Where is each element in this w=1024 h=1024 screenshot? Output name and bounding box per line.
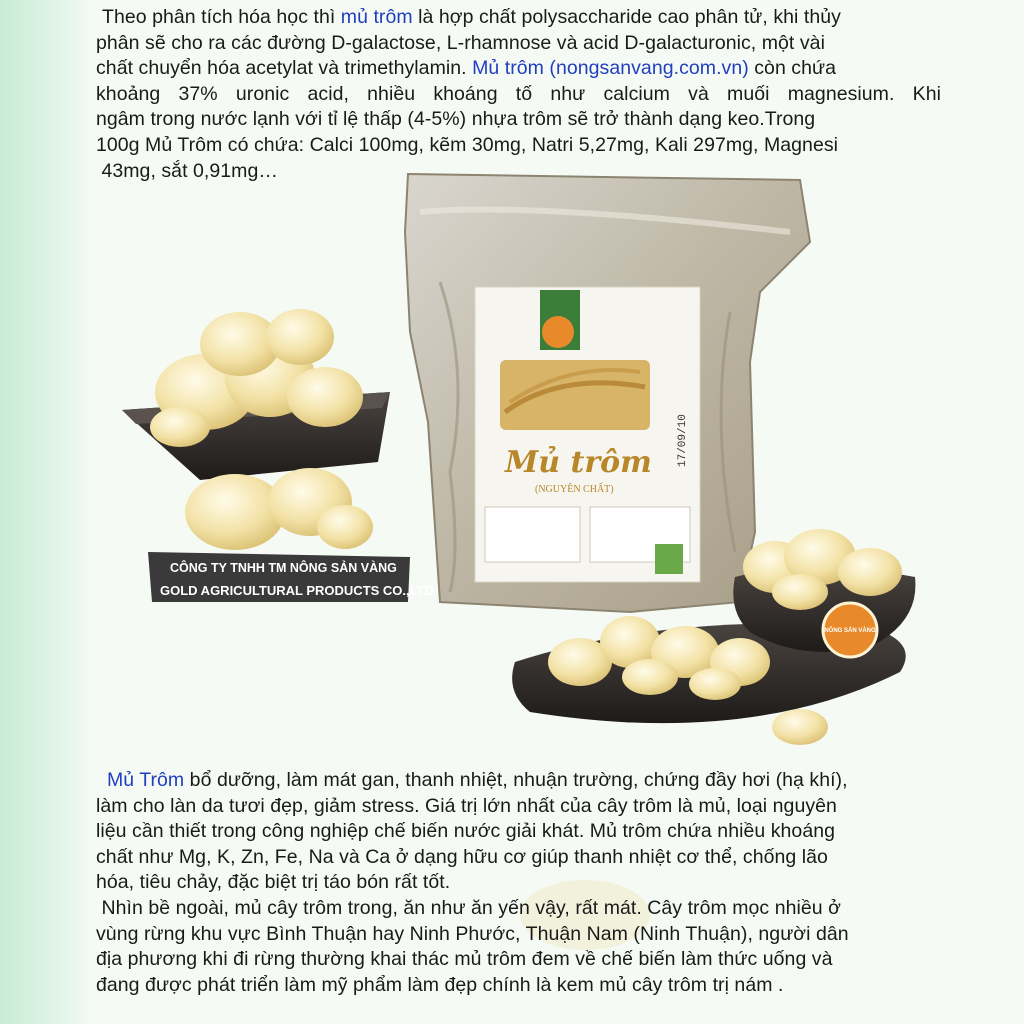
- bag-date: 17/09/10: [677, 414, 689, 467]
- text-line: Nhìn bề ngoài, mủ cây trôm trong, ăn như ăn yến vậy, rất mát. Cây trôm mọc nhiều ở: [96, 896, 841, 919]
- text-line: 43mg, sắt 0,91mg…: [96, 159, 278, 182]
- text-line: đang được phát triển làm mỹ phẩm làm đẹp chính là kem mủ cây trôm trị nám .: [96, 973, 784, 996]
- intro-paragraph: [96, 5, 941, 184]
- brand-badge-text: NÔNG SẢN VÀNG: [824, 628, 876, 634]
- text-line: chất như Mg, K, Zn, Fe, Na và Ca ở dạng hữu cơ giúp thanh nhiệt cơ thể, chống lão: [96, 845, 828, 868]
- benefits-paragraph: [96, 768, 941, 998]
- text-line: làm cho làn da tươi đẹp, giảm stress. Giá trị lớn nhất của cây trôm là mủ, loại nguyên: [96, 794, 837, 817]
- text-line: phân sẽ cho ra các đường D-galactose, L-rhamnose và acid D-galacturonic, một vài: [96, 31, 825, 54]
- bag-label-subtitle: (NGUYÊN CHẤT): [535, 484, 614, 495]
- company-banner: [148, 552, 434, 602]
- product-photo-art: [110, 172, 940, 762]
- text-line: khoảng 37% uronic acid, nhiều khoáng tố như calcium và muối magnesium. Khi: [96, 82, 941, 105]
- text-line: 100g Mủ Trôm có chứa: Calci 100mg, kẽm 30mg, Natri 5,27mg, Kali 297mg, Magnesi: [96, 133, 839, 156]
- text-line: liệu cần thiết trong công nghiệp chế biến nước giải khát. Mủ trôm chứa nhiều khoáng: [96, 820, 835, 843]
- bag-label-title: Mủ trôm: [505, 445, 652, 480]
- company-name-en: GOLD AGRICULTURAL PRODUCTS CO.,LTD: [160, 583, 434, 598]
- company-name-vi: CÔNG TY TNHH TM NÔNG SẢN VÀNG: [170, 561, 397, 575]
- text-line: hóa, tiêu chảy, đặc biệt trị táo bón rất tốt.: [96, 871, 451, 894]
- mu-trom-link[interactable]: mủ trôm: [340, 6, 413, 28]
- text-line: ngâm trong nước lạnh với tỉ lệ thấp (4-5%) nhựa trôm sẽ trở thành dạng keo.Trong: [96, 108, 816, 131]
- mu-trom-link[interactable]: Mủ Trôm: [106, 769, 185, 791]
- text-line: Theo phân tích hóa học thì mủ trôm là hợp chất polysaccharide cao phân tử, khi thủy: [102, 6, 841, 28]
- text-line: vùng rừng khu vực Bình Thuận hay Ninh Phước, Thuận Nam (Ninh Thuận), người dân: [96, 922, 849, 945]
- nongsanvang-link[interactable]: Mủ trôm (nongsanvang.com.vn): [472, 57, 749, 80]
- text-line: chất chuyển hóa acetylat và trimethylamin. Mủ trôm (nongsanvang.com.vn) còn chứa: [96, 57, 837, 80]
- text-line: Mủ Trôm bổ dưỡng, làm mát gan, thanh nhiệt, nhuận trường, chứng đầy hơi (hạ khí),: [106, 769, 848, 791]
- product-photo: [110, 172, 940, 762]
- text-line: địa phương khi đi rừng thường khai thác mủ trôm đem về chế biến làm thức uống và: [96, 948, 833, 971]
- product-bag: [405, 174, 810, 612]
- background-tint: [0, 0, 92, 1024]
- left-bowl: [122, 309, 390, 550]
